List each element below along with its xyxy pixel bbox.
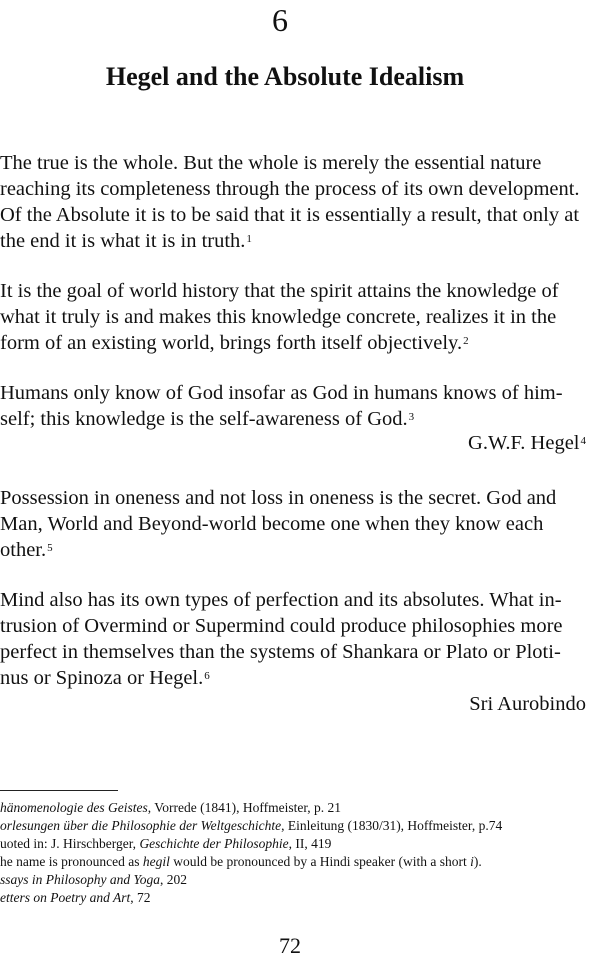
quote-5-line-2: trusion of Overmind or Supermind could produce philosophies more [0, 615, 563, 637]
footnote-4 [0, 854, 482, 870]
footnote-4-italic-word: hegil [142, 854, 170, 869]
quote-3-line-2-text: self; this knowledge is the self-awareness of God. [0, 408, 408, 430]
quote-2-line-2: what it truly is and makes this knowledge concrete, realizes it in the [0, 306, 557, 328]
quote-4-line-1: Possession in oneness and not loss in oneness is the secret. God and [0, 487, 557, 509]
footnote-5-detail: , 202 [160, 872, 188, 887]
footnote-4-italic-letter: i [470, 854, 474, 869]
footnote-4-detail: would be pronounced by a Hindi speaker (with a short [169, 854, 471, 869]
footnote-3-title: Geschichte der Philosophie [139, 836, 289, 851]
footnote-5 [0, 872, 187, 888]
footnote-3-detail: , II, 419 [288, 836, 332, 851]
footnote-marker-3: 3 [408, 411, 415, 423]
footnote-4-suffix: ). [473, 854, 482, 869]
quote-3-line-1: Humans only know of God insofar as God in humans knows of him- [0, 382, 563, 404]
footnote-2-detail: , Einleitung (1830/31), Hoffmeister, p.74 [281, 818, 503, 833]
footnote-marker-1: 1 [246, 233, 252, 245]
chapter-number: 6 [272, 2, 288, 38]
footnote-5-title: ssays in Philosophy and Yoga [0, 872, 161, 887]
quote-2-line-3-text: form of an existing world, brings forth itself objectively. [0, 332, 463, 354]
footnote-1-title: hänomenologie des Geistes [0, 800, 148, 815]
quote-4-line-2: Man, World and Beyond-world become one when they know each [0, 513, 544, 535]
footnote-divider [0, 790, 118, 791]
footnote-6-title: etters on Poetry and Art [0, 890, 131, 905]
footnote-6 [0, 890, 150, 906]
footnote-6-detail: , 72 [130, 890, 151, 905]
quote-5-line-3: perfect in themselves than the systems of Shankara or Plato or Ploti- [0, 641, 561, 663]
chapter-title: Hegel and the Absolute Idealism [105, 62, 465, 91]
quote-5-line-4 [0, 665, 210, 694]
quote-3-line-2 [0, 406, 414, 435]
quote-2-line-1: It is the goal of world history that the spirit attains the knowledge of [0, 280, 559, 302]
attribution-aurobindo: Sri Aurobindo [469, 693, 586, 715]
footnote-2-title: orlesungen über die Philosophie der Weltgeschichte [0, 818, 282, 833]
footnote-marker-5: 5 [47, 542, 53, 554]
footnote-2 [0, 818, 502, 834]
quote-1-line-2: reaching its completeness through the process of its own development. [0, 178, 580, 200]
quote-4-line-3 [0, 537, 53, 566]
attribution-hegel-name: G.W.F. Hegel [468, 432, 580, 454]
footnote-1 [0, 800, 341, 816]
quote-4-line-3-text: other. [0, 539, 47, 561]
attribution-hegel [468, 432, 586, 455]
quote-5-line-1: Mind also has its own types of perfection and its absolutes. What in- [0, 589, 562, 611]
footnote-marker-2: 2 [463, 335, 469, 347]
footnote-1-detail: , Vorrede (1841), Hoffmeister, p. 21 [147, 800, 342, 815]
footnote-4-prefix: he name is pronounced as [0, 854, 143, 869]
quote-1-line-4 [0, 228, 252, 257]
footnote-marker-4: 4 [580, 435, 586, 447]
footnote-marker-6: 6 [204, 670, 210, 682]
quote-2-line-3 [0, 330, 469, 359]
quote-1-line-4-text: the end it is what it is in truth. [0, 230, 246, 252]
page-number: 72 [279, 933, 301, 958]
quote-5-line-4-text: nus or Spinoza or Hegel. [0, 667, 204, 689]
quote-1-line-1: The true is the whole. But the whole is merely the essential nature [0, 152, 542, 174]
footnote-3 [0, 836, 331, 852]
footnote-3-prefix: uoted in: J. Hirschberger, [0, 836, 140, 851]
quote-1-line-3: Of the Absolute it is to be said that it is essentially a result, that only at [0, 204, 580, 226]
